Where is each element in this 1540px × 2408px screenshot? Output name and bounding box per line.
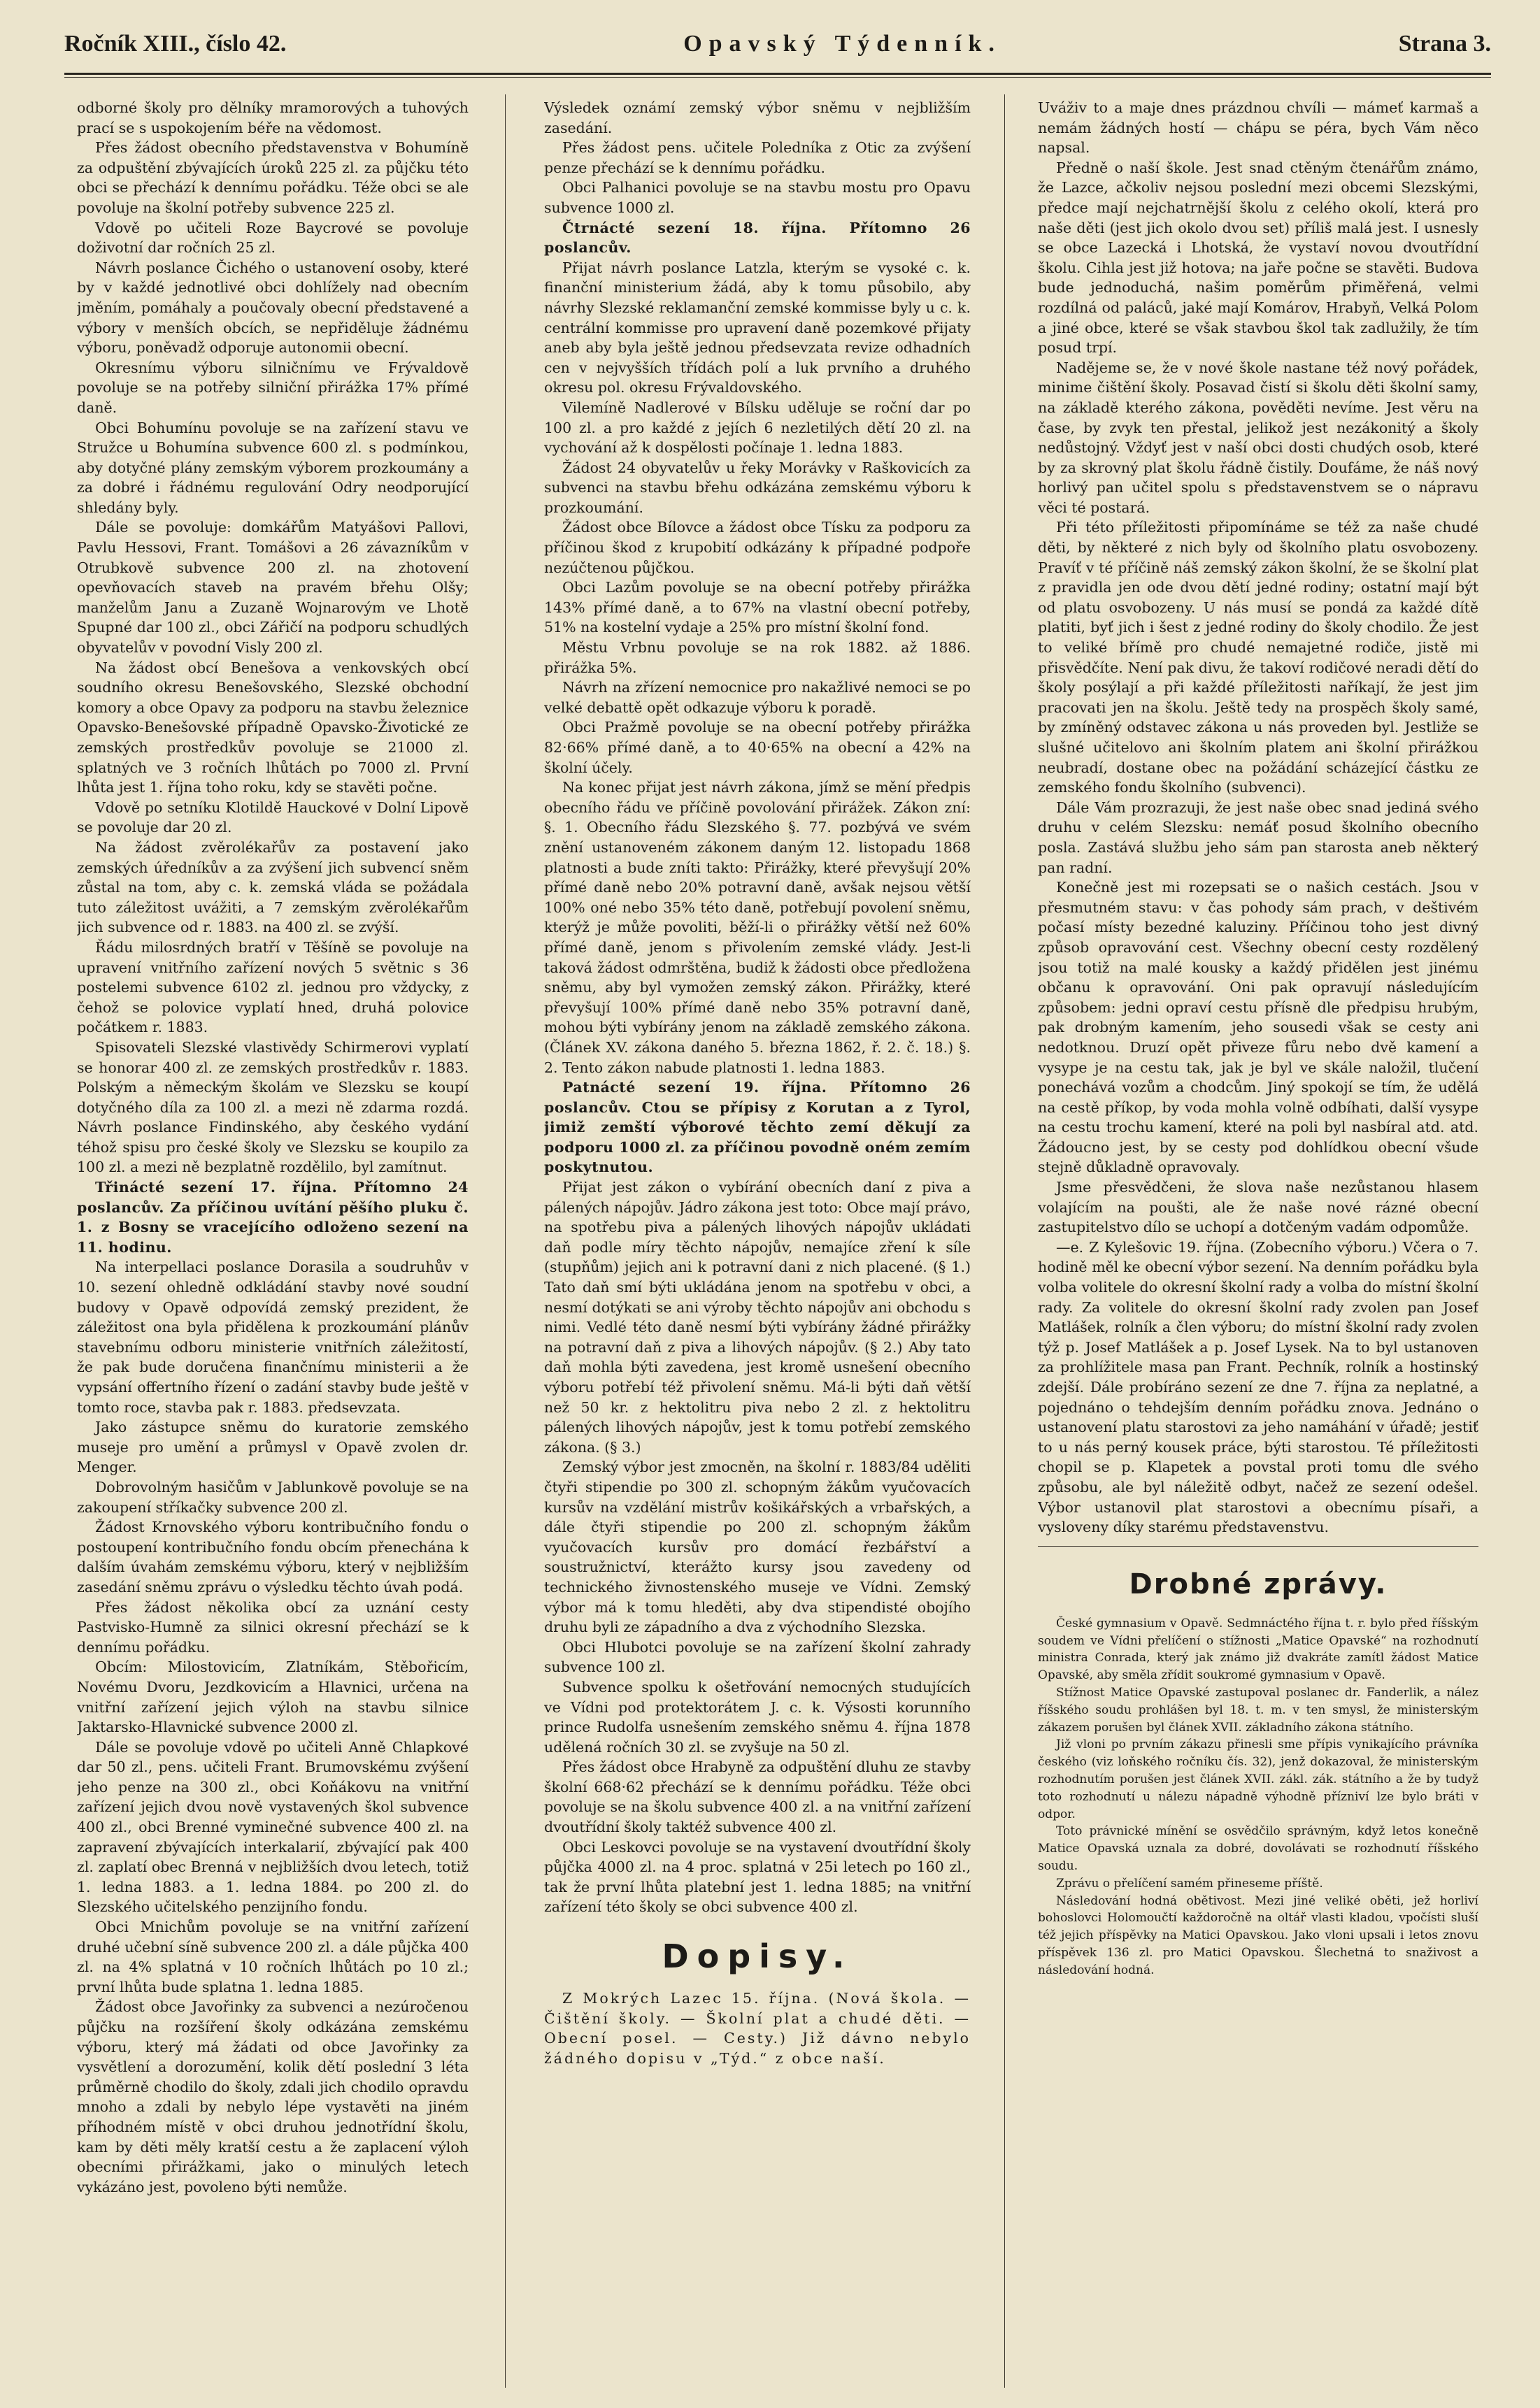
- paragraph: Dobrovolným hasičům v Jablunkově povoluje se na zakoupení stříkačky subvence 200 zl.: [77, 1478, 469, 1516]
- paragraph: Obcím: Milostovicím, Zlatníkám, Stěbořicím, Novému Dvoru, Jezdkovicím a Hlavnici, určena na vnitřní zařízení jejich výloh na stavbu silnice Jaktarsko-Hlavnické subvence 2000 zl.: [77, 1658, 469, 1736]
- column-1: [77, 98, 469, 2384]
- paragraph: Přes žádost několika obcí za uznání cesty Pastvisko-Humně za silnici okresní přechází se k dennímu pořádku.: [77, 1598, 469, 1656]
- paragraph: Řádu milosrdných bratří v Těšíně se povoluje na upravení vnitřního zařízení nových 5 světnic s 36 postelemi subvence 6102 zl. jednou pro vždycky, z čehož se polovice vyplatí hned, druhá polovice počátkem r. 1883.: [77, 938, 469, 1036]
- paragraph: Na konec přijat jest návrh zákona, jímž se mění předpis obecního řádu ve příčině povolování přirážek. Zákon zní: §. 1. Obecního řádu Slezského §. 77. pozbývá ve svém znění ustanoveném zákonem daným 12. listopadu 1868 platnosti a bude zníti takto: Přirážky, které převyšují 20% přímé daně nebo 20% potravní daně, avšak nejsou větší 100% oné nebo 35% této daně, potřebují povolení sněmu, kterýž je může povoliti, běží-li o přirážky větší než 60% přímé daně, jenom s přivolením zemské vlády. Jest-li taková žádost odmrštěna, budiž k žádosti obce předložena sněmu, aby byl vymožen zemský zákon. Přirážky, které převyšují 100% přímé daně nebo 35% potravní daně, mohou býti vybírány jenom na základě zemského zákona. (Článek XV. zákona daného 5. března 1862, ř. 2. č. 18.) §. 2. Tento zákon nabude platnosti 1. ledna 1883.: [544, 779, 971, 1076]
- paragraph: Na žádost obcí Benešova a venkovských obcí soudního okresu Benešovského, Slezské obchodní komory a obce Opavy za podporu na stavbu železnice Opavsko-Benešovské případně Opavsko-Životické ze zemských prostředkův povoluje se 21000 zl. splatných ve 3 ročních lhůtách po 7000 zl. První lhůta jest 1. října toho roku, kdy se stavěti počne.: [77, 659, 469, 796]
- paragraph: Zemský výbor jest zmocněn, na školní r. 1883/84 uděliti čtyři stipendie po 300 zl. schopným žákům vyučovacích kursův na vzdělání mistrův košikářských a vrbařských, a dále čtyři stipendie po 200 zl. schopným žákům vyučovacích kursův pro domácí řezbářství a soustružnictví, kterážto kursy jsou zavedeny od technického živnostenského museje ve Vídni. Zemský výbor má k tomu hleděti, aby dva stipendisté obojího druhu byli ze západního a dva z východního Slezska.: [544, 1459, 971, 1636]
- paragraph: Dále se povoluje: domkářům Matyášovi Pallovi, Pavlu Hessovi, Frant. Tomášovi a 26 závazníkům v Otrubkově subvence 200 zl. na zhotovení opevňovacích staveb na pravém břehu Olšy; manželům Janu a Zuzaně Wojnarovým ve Lhotě Spupné dar 100 zl., obci Zářičí na podporu schudlých obyvatelův v povodní Visly 200 zl.: [77, 519, 469, 657]
- paragraph: —e. Z Kylešovic 19. října. (Zobecního výboru.) Včera o 7. hodině měl ke obecní výbor sezení. Na denním pořádku byla volba volitele do okresní školní rady a volba do místní školní rady. Za volitele do okresní školní rady zvolen pan Josef Matlášek, rolník a člen výboru; do místní školní rady zvolen týž p. Josef Matlášek a p. Josef Lysek. Na to byl ustanoven za prohlížitele masa pan Frant. Pechník, rolník a hostinský zdejší. Dále probíráno sezení ze dne 7. října za neplatné, a pojednáno o tehdejším denním pořádku znova. Jednáno o ustanovení platu starostovi za jeho namáhání v úřadě; jestiť to u nás perný kousek práce, býti starostou. Té příležitosti chopil se p. Klapetek a povstal proti tomu dle svého způsobu, ale byl náležitě odbyt, načež ze sezení odešel. Výbor ustanovil plat starostovi a obecnímu písaři, a vysloveny díky starému představenstvu.: [1038, 1238, 1478, 1536]
- dopisy-heading: Dopisy.: [662, 1937, 853, 1976]
- issue-number: Ročník XIII., číslo 42.: [64, 31, 287, 57]
- paragraph: odborné školy pro dělníky mramorových a tuhových prací se s uspokojením béře na vědomost.: [77, 99, 469, 136]
- news-item: České gymnasium v Opavě. Sedmnáctého října t. r. bylo před říšským soudem ve Vídni přelíčení o stížnosti „Matice Opavské“ na rozhodnutí ministra Conrada, který jak známo již dvakráte zamítl žádost Matice Opavské, aby směla zřídit soukromé gymnasium v Opavě.: [1038, 1616, 1478, 1683]
- column-divider-1: [505, 94, 506, 2388]
- paragraph: Dále Vám prozrazuji, že jest naše obec snad jediná svého druhu v celém Slezsku: nemáť posud školního obecního posla. Zastává službu jeho sám pan starosta aneb některý pan radní.: [1038, 798, 1478, 876]
- news-item: Následování hodná obětivost. Mezi jiné veliké oběti, jež horliví bohoslovci Holomoučtí každoročně na oltář vlasti kladou, vpočísti sluší též jejich příspěvky na Matici Opavskou. Jako vloni upsali i letos znovu příspěvek 136 zl. pro Matici Opavskou. Šlechetná to snaživost a následování hodná.: [1038, 1893, 1478, 1977]
- paragraph: Předně o naší škole. Jest snad ctěným čtenářům známo, že Lazce, ačkoliv nejsou poslední mezi obcemi Slezskými, předce mají nejchatrnější školu z celého okolí, která pro naše děti (jest jich okolo dvou set) příliš malá jest. I usnesly se obce Lazecká i Lhotská, že vystaví novou dvoutřídní školu. Cihla jest již hotova; na jaře počne se stavěti. Budova bude jednoduchá, našim poměrům přiměřená, velmi rozdílná od paláců, jaké mají Komárov, Hrabyň, Velká Polom a jiné obce, které se však stavbou škol tak zadlužily, že tím posud trpí.: [1038, 159, 1478, 357]
- paragraph: Jako zástupce sněmu do kuratorie zemského museje pro umění a průmysl v Opavě zvolen dr. Menger.: [77, 1419, 469, 1476]
- paragraph: Dále se povoluje vdově po učiteli Anně Chlapkové dar 50 zl., pens. učiteli Frant. Brumovskému zvýšení jeho penze na 300 zl., obci Koňákovu na vnitřní zařízení jejich dvou nově vystavených škol subvence 400 zl., obci Brenné vyminečné subvence 400 zl. na zapravení zbývajících interkalarií, zbývající pak 400 zl. zaplatí obec Brenná v nejbližších dvou letech, totiž 1. ledna 1883. a 1. ledna 1884. po 200 zl. do Slezského učitelského penzijního fondu.: [77, 1738, 469, 1916]
- news-item: Toto právnické mínění se osvědčilo správným, když letos konečně Matice Opavská uznala za dobré, dovolávati se rozhodnutí říšského soudu.: [1038, 1824, 1478, 1873]
- session-heading: Patnácté sezení 19. října. Přítomno 26 poslancův. Ctou se přípisy z Korutan a z Tyrol, jimiž zemští výborové těchto zemí děkují za podporu 1000 zl. za příčinou povodně oném zemím poskytnutou.: [544, 1079, 971, 1176]
- paragraph: Žádost Krnovského výboru kontribučního fondu o postoupení kontribučního fondu obcím přenechána k dalším úvahám zemskému výboru, který v nejbližším zasedání sněmu zprávu o výsledku těchto úvah podá.: [77, 1519, 469, 1596]
- drobne-zpravy: [1038, 1615, 1478, 1979]
- drobne-heading: Drobné zprávy.: [1129, 1568, 1388, 1600]
- page-number: Strana 3.: [1398, 31, 1491, 57]
- paragraph: Obci Bohumínu povoluje se na zařízení stavu ve Stružce u Bohumína subvence 600 zl. s podmínkou, aby dotyčné plány zemským výborem prozkoumány a za dobré i řádnému regulování Odry neodporující shledány byly.: [77, 419, 469, 516]
- paragraph: Přes žádost obce Hrabyně za odpuštění dluhu ze stavby školní 668·62 přechází se k dennímu pořádku. Téže obci povoluje se na školu subvence 400 zl. a na vnitřní zařízení dvoutřídní školy taktéž subvence 400 zl.: [544, 1758, 971, 1836]
- paragraph: Obci Lazům povoluje se na obecní potřeby přirážka 143% přímé daně, a to 67% na vlastní obecní potřeby, 51% na kostelní vydaje a 25% pro místní školní fond.: [544, 579, 971, 636]
- paragraph: Na interpellaci poslance Dorasila a soudruhův v 10. sezení ohledně odkládání stavby nové soudní budovy v Opavě odpovídá zemský prezident, že záležitost ona byla přidělena k prozkoumání plánův stavebnímu odboru ministerie vnitřních záležitostí, že pak bude doručena finančnímu ministerii a že vypsání offertního řízení o zadání stavby bude ještě v tomto roce, stavba pak r. 1883. předsevzata.: [77, 1259, 469, 1416]
- dopisy-heading-block: [544, 1935, 971, 1977]
- paragraph: Návrh poslance Čichého o ustanovení osoby, které by v každé jednotlivé obci dohlížely nad obecním jměním, pomáhaly a poučovaly obecní představené a výbory v menších obcích, se nepřiděluje žádnému výboru, poněvadž odporuje autonomii obecní.: [77, 259, 469, 357]
- header-rule: [64, 73, 1491, 75]
- news-item: Již vloni po prvním zákazu přinesli sme přípis vynikajícího právníka českého (viz loňského ročníku čís. 32), jenž dokazoval, že ministerským rozhodnutím porušen jest článek XVII. zákl. zák. státního a že by tudyž toto rozhodnutí u nálezu nápadně výhodně přízniví lze bylo bráti v odpor.: [1038, 1737, 1478, 1821]
- header-rule-thin: [64, 77, 1491, 78]
- paragraph: Obci Leskovci povoluje se na vystavení dvoutřídní školy půjčka 4000 zl. na 4 proc. splatná v 25i letech po 160 zl., tak že první lhůta platební jest 1. ledna 1885; na vnitřní zařízení této školy se obci subvence 400 zl.: [544, 1838, 971, 1916]
- session-heading: Čtrnácté sezení 18. října. Přítomno 26 poslancův.: [544, 219, 971, 257]
- paragraph: Subvence spolku k ošetřování nemocných studujících ve Vídni pod protektorátem J. c. k. Výsosti korunního prince Rudolfa usnešením zemského sněmu 4. října 1878 udělená ročních 30 zl. se zvyšuje na 50 zl.: [544, 1678, 971, 1756]
- session-heading: Třinácté sezení 17. října. Přítomno 24 poslancův. Za příčinou uvítání pěšího pluku č. 1. z Bosny se vracejícího odloženo sezení na 11. hodinu.: [77, 1179, 469, 1256]
- column-3: [1038, 98, 1478, 2384]
- paragraph: Přes žádost obecního představenstva v Bohumíně za odpuštění zbývajících úroků 225 zl. za půjčku této obci se přechází k dennímu pořádku. Téže obci se ale povoluje na školní potřeby subvence 225 zl.: [77, 139, 469, 216]
- paragraph: Vdově po setníku Klotildě Hauckové v Dolní Lipově se povoluje dar 20 zl.: [77, 798, 469, 836]
- paragraph: Obci Mnichům povoluje se na vnitřní zařízení druhé učební síně subvence 200 zl. a dále půjčka 400 zl. na 4% splatná v 10 ročních lhůtách po 10 zl.; první lhůta bude splatna 1. ledna 1885.: [77, 1919, 469, 1995]
- paragraph: Vilemíně Nadlerové v Bílsku uděluje se roční dar po 100 zl. a pro každé z jejích 6 nezletilých dětí 20 zl. na vychování až k dospělosti počínaje 1. ledna 1883.: [544, 399, 971, 457]
- paragraph: Městu Vrbnu povoluje se na rok 1882. až 1886. přirážka 5%.: [544, 639, 971, 676]
- paragraph: Okresnímu výboru silničnímu ve Frývaldově povoluje se na potřeby silniční přirážka 17% přímé daně.: [77, 359, 469, 416]
- paragraph: Konečně jest mi rozepsati se o našich cestách. Jsou v přesmutném stavu: v čas pohody sám prach, v deštivém počasí místy bezedné kaluziny. Příčinou toho jest divný způsob opravování cest. Všechny obecní cesty rozdělený jsou totiž na malé kousky a každý přidělen jest jinému občanu k opravování. Oni pak opravují následujícím způsobem: jedni opraví cestu přísně dle předpisu hrubým, pak drobným kamením, jeho sousedi však se cesty ani nedotknou. Druzí opět přiveze fůru nebo dvě kamení a vysype je na cestu tak, jak je byl ve skále naložil, tlučení ponechává vozům a chodcům. Jiný spokojí se tím, že udělá na cestě příkop, by voda mohla volně odbíhati, další vysype na cestu trochu kamení, které na poli byl nasbíral atd. atd. Žádoucno jest, by se cesty pod dohlídkou obecní všude stejně důkladně opravovaly.: [1038, 879, 1478, 1176]
- paragraph: Žádost obce Javořinky za subvenci a nezúročenou půjčku na rozšíření školy odkázána zemskému výboru, který má žádati od obce Javořinky za vysvětlení a dorozumění, kolik dětí poslední 3 léta průměrně chodilo do školy, zdali jich chodilo opravdu mnoho a zdali by nebylo lépe vystavěti na jiném příhodném místě v obci druhou jednotřídní školu, kam by děti měly kratší cestu a že zaplacení výloh obecními přirážkami, jako o minulých letech vykázáno jest, povoleno býti nemůže.: [77, 1998, 469, 2195]
- section-rule: [1038, 1546, 1478, 1547]
- drobne-heading-block: [1038, 1565, 1478, 1604]
- paragraph: Návrh na zřízení nemocnice pro nakažlivé nemoci se po velké debattě opět odkazuje výboru k poradě.: [544, 679, 971, 716]
- paragraph: Nadějeme se, že v nové škole nastane též nový pořádek, minime čištění školy. Posavad čistí si školu děti školní samy, na základě kterého zákona, pověděti nevíme. Jest věru na čase, by zvyk ten přestal, jelikož jest nezákonitý a školy nedůstojný. Vždyť jest v naší obci dosti chudých osob, které by za skrovný plat školu řádně čistily. Doufáme, že náš nový horlivý pan učitel spolu s představenstvem se o nápravu věci té postará.: [1038, 359, 1478, 516]
- paragraph: Obci Hlubotci povoluje se na zařízení školní zahrady subvence 100 zl.: [544, 1638, 971, 1676]
- newspaper-title: Opavský Týdenník.: [683, 31, 1001, 57]
- paragraph: Přes žádost pens. učitele Poledníka z Otic za zvýšení penze přechází se k dennímu pořádku.: [544, 139, 971, 176]
- paragraph: Výsledek oznámí zemský výbor sněmu v nejbližším zasedání.: [544, 99, 971, 136]
- column-2: [544, 98, 971, 2384]
- paragraph: Přijat návrh poslance Latzla, kterým se vysoké c. k. finanční ministerium žádá, aby k tomu působilo, aby návrhy Slezské reklamanční zemské kommisse byly u c. k. centrální kommisse pro upravení daně pozemkové přijaty aneb aby byla ještě jednou předsevzata revize odhadních cen v nejvyšších třídách polí a luk prvního a druhého okresu pol. okresu Frývaldovského.: [544, 259, 971, 396]
- paragraph: Při této příležitosti připomínáme se též za naše chudé děti, by některé z nich byly od školního platu osvobozeny. Pravíť v té příčině náš zemský zákon školní, že se školní plat z pravidla jen ode dvou dětí jedné rodiny; ostatní mají být od platu osvobozeny. U nás musí se pondá za každé dítě platiti, byť jich i šest z jedné rodiny do školy chodilo. Že jest to veliké břímě pro chudé nemajetné rodiče, jistě mi přisvědčíte. Není pak divu, že takoví rodičové neradi dětí do školy posýlají a při každé příležitosti naříkají, že jest jim pracovati jen na školu. Ještě tedy na prospěch školy samé, by zmíněný odstavec zákona u nás proveden byl. Jestliže se slušné učitelovo ani školním platem ani školní přirážkou neubradí, dostane obec na požádání scházející částku ze zemského fondu školního (subvenci).: [1038, 519, 1478, 796]
- page-header: [64, 17, 1491, 71]
- paragraph: Spisovateli Slezské vlastivědy Schirmerovi vyplatí se honorar 400 zl. ze zemských prostředkův r. 1883. Polským a německým školám ve Slezsku se koupí dotyčného díla za 100 zl. a mezi ně zdarma rozdá. Návrh poslance Findinského, aby českého vydání téhož spisu pro české školy ve Slezsku se koupilo za 100 zl. a mezi ně bezplatně rozdělilo, byl zamítnut.: [77, 1038, 469, 1176]
- news-item: Zprávu o přelíčení samém přineseme příště.: [1056, 1876, 1323, 1891]
- paragraph: Obci Pražmě povoluje se na obecní potřeby přirážka 82·66% přímé daně, a to 40·65% na obecní a 42% na školní účely.: [544, 719, 971, 776]
- paragraph: Jsme přesvědčeni, že slova naše nezůstanou hlasem volajícím na poušti, ale že naše nové rázné obecní zastupitelstvo dílo se uchopí a dotčeným vadám odpomůže.: [1038, 1179, 1478, 1236]
- paragraph: Žádost obce Bílovce a žádost obce Tísku za podporu za příčinou škod z krupobití odkázány k případné podpoře nezúčtenou půjčkou.: [544, 519, 971, 576]
- letter-paragraph: Z Mokrých Lazec 15. října. (Nová škola. — Čištění školy. — Školní plat a chudé děti. — Obecní posel. — Cesty.) Již dávno nebylo žádného dopisu v „Týd.“ z obce naší.: [544, 1990, 971, 2067]
- paragraph: Uváživ to a maje dnes prázdnou chvíli — mámeť karmaš a nemám žádných hostí — chápu se péra, bych Vám něco napsal.: [1038, 99, 1478, 157]
- paragraph: Přijat jest zákon o vybírání obecních daní z piva a pálených nápojův. Jádro zákona jest toto: Obce mají právo, na spotřebu piva a pálených lihových nápojův ukládati daň podle míry těchto nápojův, nemajíce zření k síle (stupňům) jejich ani k potravní dani z nich placené. (§ 1.) Tato daň smí býti ukládána jenom na spotřebu v obci, a nesmí dotýkati se ani výroby těchto nápojův ani obchodu s nimi. Vedlé této daně nesmí býti vybírány žádné přirážky na potravní daň z piva a lihových nápojův. (§ 2.) Aby tato daň mohla býti zavedena, jest kromě usnešení obecního výboru potřebí též přivolení sněmu. Má-li býti daň větší než 50 kr. z hektolitru piva nebo 2 zl. z hektolitru pálených lihových nápojův, jest k tomu potřebí zemského zákona. (§ 3.): [544, 1179, 971, 1456]
- paragraph: Vdově po učiteli Roze Baycrové se povoluje doživotní dar ročních 25 zl.: [77, 219, 469, 257]
- paragraph: Na žádost zvěrolékařův za postavení jako zemských úředníkův a za zvýšení jich subvencí sněm zůstal na tom, aby c. k. zemská vláda se požádala tuto záležitost uvážiti, a 7 zemským zvěrolékařům jich subvence od r. 1883. na 400 zl. se zvýší.: [77, 838, 469, 936]
- paragraph: Obci Palhanici povoluje se na stavbu mostu pro Opavu subvence 1000 zl.: [544, 179, 971, 216]
- news-item: Stížnost Matice Opavské zastupoval poslanec dr. Fanderlik, a nález říšského soudu prohlášen byl 18. t. m. v ten smysl, že ministerským zákazem porušen byl článek XVII. základního zákona státního.: [1038, 1685, 1478, 1735]
- paragraph: Žádost 24 obyvatelův u řeky Morávky v Raškovicích za subvenci na stavbu břehu odkázána zemskému výboru k prozkoumání.: [544, 459, 971, 516]
- column-divider-2: [1004, 94, 1005, 2388]
